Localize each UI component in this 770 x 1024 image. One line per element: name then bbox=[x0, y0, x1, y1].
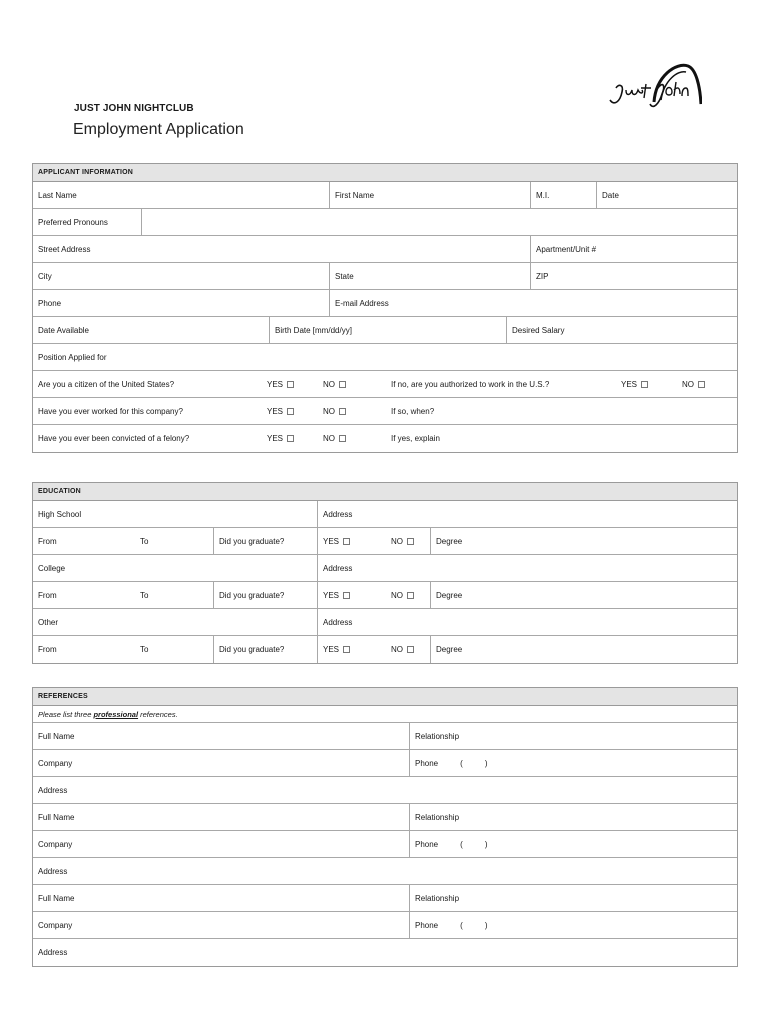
citizen-yes-checkbox[interactable] bbox=[287, 381, 294, 388]
education-section bbox=[32, 482, 738, 664]
other-address-field[interactable]: Address bbox=[323, 618, 353, 627]
reference-1-relationship-field[interactable]: Relationship bbox=[415, 732, 460, 741]
reference-2-company-field[interactable]: Company bbox=[38, 840, 73, 849]
worked-yes-checkbox[interactable] bbox=[287, 408, 294, 415]
college-address-field[interactable]: Address bbox=[323, 564, 353, 573]
graduate-question: Did you graduate? bbox=[219, 645, 285, 654]
yes-label: YES bbox=[267, 434, 284, 443]
worked-row bbox=[33, 398, 737, 425]
availability-row bbox=[33, 317, 737, 344]
page-title: Employment Application bbox=[73, 121, 244, 138]
contact-row bbox=[33, 290, 737, 317]
authorized-question: If no, are you authorized to work in the U.S.? bbox=[391, 380, 550, 389]
birth-date-field[interactable]: Birth Date [mm/dd/yy] bbox=[275, 326, 352, 335]
position-row bbox=[33, 344, 737, 371]
name-row bbox=[33, 182, 737, 209]
reference-2-company-row bbox=[33, 831, 737, 858]
other-no-option[interactable] bbox=[386, 636, 414, 663]
graduate-question: Did you graduate? bbox=[219, 591, 285, 600]
street-address-field[interactable]: Street Address bbox=[38, 245, 91, 254]
yes-label: YES bbox=[323, 591, 340, 600]
applicant-heading: APPLICANT INFORMATION bbox=[33, 164, 737, 182]
pronouns-field[interactable] bbox=[142, 209, 739, 235]
education-heading: EDUCATION bbox=[33, 483, 737, 501]
references-note: Please list three professional references. bbox=[33, 706, 737, 723]
other-to-field[interactable]: To bbox=[140, 645, 149, 654]
citizen-row bbox=[33, 371, 737, 398]
citizen-no-option[interactable] bbox=[318, 371, 346, 397]
city-row bbox=[33, 263, 737, 290]
zip-field[interactable]: ZIP bbox=[536, 272, 549, 281]
pronouns-row bbox=[33, 209, 737, 236]
college-field[interactable]: College bbox=[38, 564, 66, 573]
college-to-field[interactable]: To bbox=[140, 591, 149, 600]
reference-3-company-row bbox=[33, 912, 737, 939]
reference-1-address-row bbox=[33, 777, 737, 804]
reference-2-address-row bbox=[33, 858, 737, 885]
street-row bbox=[33, 236, 737, 263]
references-section bbox=[32, 687, 738, 967]
other-from-field[interactable]: From bbox=[38, 645, 57, 654]
college-degree-field[interactable]: Degree bbox=[436, 591, 463, 600]
college-no-option[interactable] bbox=[386, 582, 414, 608]
high-school-dates-row bbox=[33, 528, 737, 555]
yes-label: YES bbox=[267, 407, 284, 416]
authorized-no-option[interactable] bbox=[677, 371, 705, 397]
applicant-information-section bbox=[32, 163, 738, 453]
high-school-row bbox=[33, 501, 737, 528]
reference-1-name-row bbox=[33, 723, 737, 750]
worked-yes-option[interactable] bbox=[262, 398, 294, 424]
city-field[interactable]: City bbox=[38, 272, 52, 281]
felony-question: Have you ever been convicted of a felony? bbox=[38, 434, 190, 443]
org-name: JUST JOHN NIGHTCLUB bbox=[74, 103, 194, 114]
reference-2-address-field[interactable]: Address bbox=[38, 867, 68, 876]
reference-1-company-field[interactable]: Company bbox=[38, 759, 73, 768]
reference-1-phone-field[interactable]: Phone ( ) bbox=[415, 759, 488, 768]
reference-1-full-name-field[interactable]: Full Name bbox=[38, 732, 75, 741]
yes-label: YES bbox=[323, 645, 340, 654]
reference-3-address-row bbox=[33, 939, 737, 966]
felony-explain-field[interactable]: If yes, explain bbox=[391, 434, 440, 443]
college-no-checkbox[interactable] bbox=[407, 592, 414, 599]
felony-no-option[interactable] bbox=[318, 425, 346, 452]
mi-field[interactable]: M.I. bbox=[536, 191, 550, 200]
professional-emphasis: professional bbox=[93, 710, 139, 719]
worked-question: Have you ever worked for this company? bbox=[38, 407, 183, 416]
reference-3-name-row bbox=[33, 885, 737, 912]
desired-salary-field[interactable]: Desired Salary bbox=[512, 326, 565, 335]
authorized-yes-option[interactable] bbox=[616, 371, 648, 397]
other-no-checkbox[interactable] bbox=[407, 646, 414, 653]
felony-yes-checkbox[interactable] bbox=[287, 435, 294, 442]
citizen-question: Are you a citizen of the United States? bbox=[38, 380, 175, 389]
college-yes-option[interactable] bbox=[318, 582, 350, 608]
yes-label: YES bbox=[267, 380, 284, 389]
no-label: NO bbox=[323, 380, 335, 389]
yes-label: YES bbox=[323, 537, 340, 546]
college-dates-row bbox=[33, 582, 737, 609]
reference-1-company-row bbox=[33, 750, 737, 777]
no-label: NO bbox=[391, 537, 403, 546]
reference-2-name-row bbox=[33, 804, 737, 831]
worked-no-option[interactable] bbox=[318, 398, 346, 424]
other-row bbox=[33, 609, 737, 636]
references-heading: REFERENCES bbox=[33, 688, 737, 706]
reference-3-phone-field[interactable]: Phone ( ) bbox=[415, 921, 488, 930]
felony-yes-option[interactable] bbox=[262, 425, 294, 452]
citizen-no-checkbox[interactable] bbox=[339, 381, 346, 388]
phone-field[interactable]: Phone bbox=[38, 299, 62, 308]
just-john-logo bbox=[606, 58, 702, 116]
college-yes-checkbox[interactable] bbox=[343, 592, 350, 599]
pronouns-label: Preferred Pronouns bbox=[38, 218, 108, 227]
worked-no-checkbox[interactable] bbox=[339, 408, 346, 415]
high-school-no-checkbox[interactable] bbox=[407, 538, 414, 545]
yes-label: YES bbox=[621, 380, 638, 389]
reference-3-address-field[interactable]: Address bbox=[38, 948, 68, 957]
reference-3-relationship-field[interactable]: Relationship bbox=[415, 894, 460, 903]
graduate-question: Did you graduate? bbox=[219, 537, 285, 546]
no-label: NO bbox=[391, 645, 403, 654]
high-school-no-option[interactable] bbox=[386, 528, 414, 554]
position-field[interactable]: Position Applied for bbox=[38, 353, 107, 362]
citizen-yes-option[interactable] bbox=[262, 371, 294, 397]
other-yes-option[interactable] bbox=[318, 636, 350, 663]
no-label: NO bbox=[323, 434, 335, 443]
other-degree-field[interactable]: Degree bbox=[436, 645, 463, 654]
apartment-field[interactable]: Apartment/Unit # bbox=[536, 245, 597, 254]
last-name-field[interactable]: Last Name bbox=[38, 191, 77, 200]
college-row bbox=[33, 555, 737, 582]
college-from-field[interactable]: From bbox=[38, 591, 57, 600]
authorized-no-checkbox[interactable] bbox=[698, 381, 705, 388]
email-field[interactable]: E-mail Address bbox=[335, 299, 389, 308]
reference-1-address-field[interactable]: Address bbox=[38, 786, 68, 795]
high-school-degree-field[interactable]: Degree bbox=[436, 537, 463, 546]
state-field[interactable]: State bbox=[335, 272, 354, 281]
high-school-address-field[interactable]: Address bbox=[323, 510, 353, 519]
date-field[interactable]: Date bbox=[602, 191, 619, 200]
reference-3-full-name-field[interactable]: Full Name bbox=[38, 894, 75, 903]
first-name-field[interactable]: First Name bbox=[335, 191, 375, 200]
high-school-yes-checkbox[interactable] bbox=[343, 538, 350, 545]
reference-2-full-name-field[interactable]: Full Name bbox=[38, 813, 75, 822]
authorized-yes-checkbox[interactable] bbox=[641, 381, 648, 388]
no-label: NO bbox=[391, 591, 403, 600]
no-label: NO bbox=[323, 407, 335, 416]
felony-row bbox=[33, 425, 737, 452]
felony-no-checkbox[interactable] bbox=[339, 435, 346, 442]
date-available-field[interactable]: Date Available bbox=[38, 326, 89, 335]
other-yes-checkbox[interactable] bbox=[343, 646, 350, 653]
other-school-field[interactable]: Other bbox=[38, 618, 59, 627]
no-label: NO bbox=[682, 380, 694, 389]
high-school-from-field[interactable]: From bbox=[38, 537, 57, 546]
high-school-to-field[interactable]: To bbox=[140, 537, 149, 546]
reference-2-phone-field[interactable]: Phone ( ) bbox=[415, 840, 488, 849]
reference-3-company-field[interactable]: Company bbox=[38, 921, 73, 930]
high-school-yes-option[interactable] bbox=[318, 528, 350, 554]
reference-2-relationship-field[interactable]: Relationship bbox=[415, 813, 460, 822]
worked-when-field[interactable]: If so, when? bbox=[391, 407, 435, 416]
high-school-field[interactable]: High School bbox=[38, 510, 82, 519]
other-dates-row bbox=[33, 636, 737, 663]
